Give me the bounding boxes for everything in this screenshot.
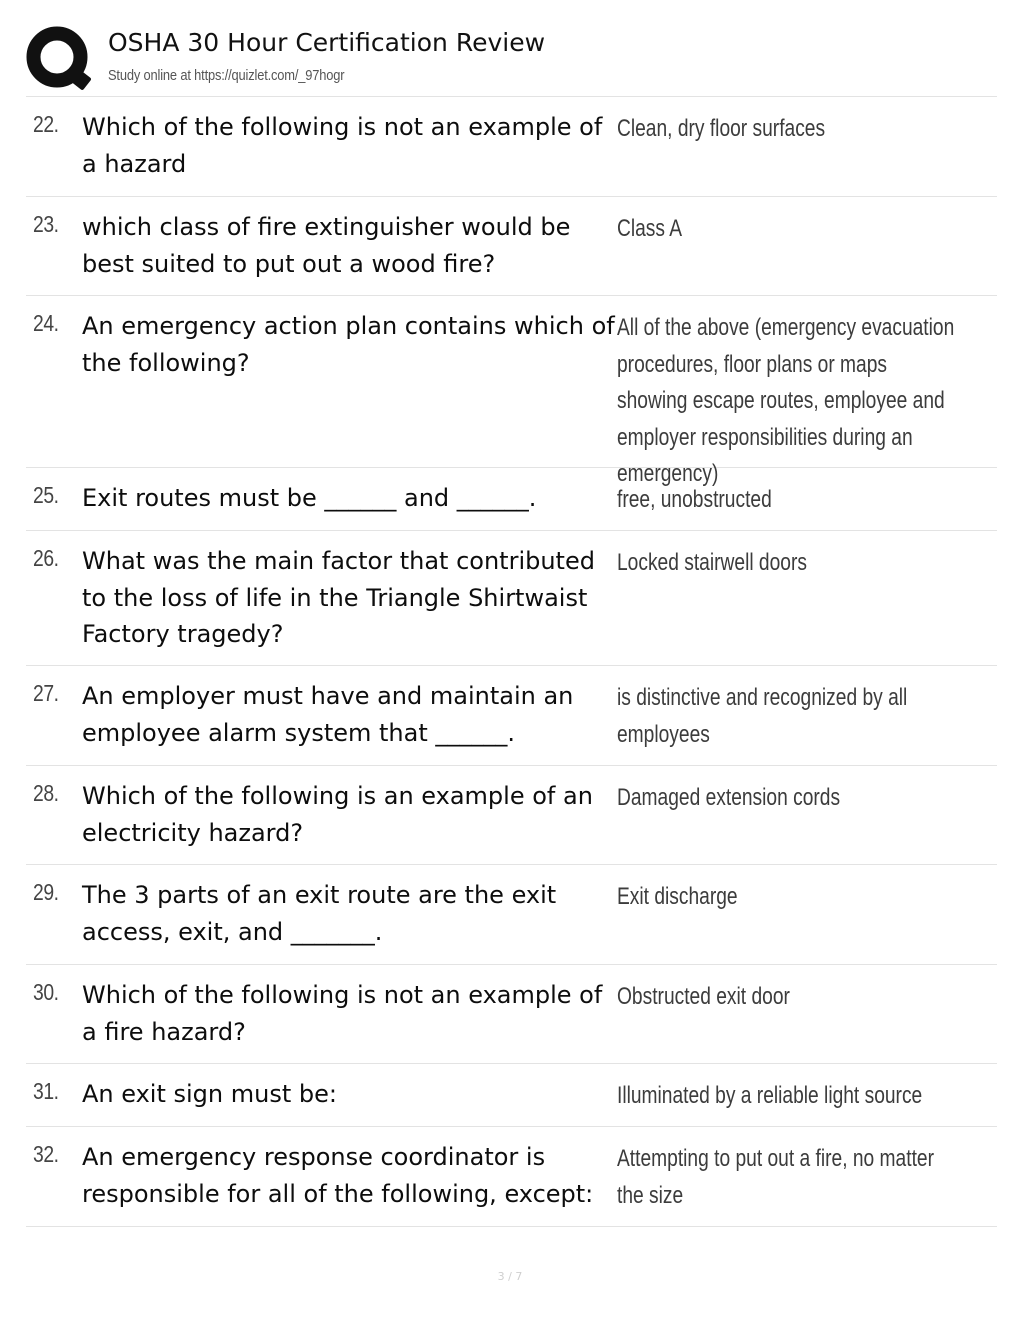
card-number: 26. xyxy=(33,545,59,571)
card-answer: Illuminated by a reliable light source xyxy=(617,1082,923,1109)
card-answer: All of the above (emergency evacuation procedures, floor plans or maps showing escape routes, employee and employer responsibilities during an emergency) xyxy=(617,314,955,487)
flashcard-row xyxy=(26,1127,997,1227)
card-answer: Damaged extension cords xyxy=(617,784,841,811)
card-number: 32. xyxy=(33,1141,59,1167)
card-answer: Clean, dry floor surfaces xyxy=(617,115,826,142)
study-online-link[interactable]: Study online at https://quizlet.com/_97hogr xyxy=(108,67,345,84)
flashcard-row xyxy=(26,766,997,865)
card-number: 31. xyxy=(33,1078,59,1104)
card-answer: Locked stairwell doors xyxy=(617,549,807,576)
card-answer: Obstructed exit door xyxy=(617,983,790,1010)
flashcard-row xyxy=(26,197,997,296)
card-number: 28. xyxy=(33,780,59,806)
flashcard-row xyxy=(26,1064,997,1127)
card-question: which class of fire extinguisher would be best suited to put out a wood fire? xyxy=(82,213,571,278)
card-question: An emergency response coordinator is responsible for all of the following, except: xyxy=(82,1143,594,1208)
card-number: 27. xyxy=(33,680,59,706)
card-question: An exit sign must be: xyxy=(82,1080,337,1108)
flashcard-list xyxy=(26,96,997,1227)
card-number: 29. xyxy=(33,879,59,905)
flashcard-row xyxy=(26,296,997,487)
card-answer: Class A xyxy=(617,215,683,242)
flashcard-row xyxy=(26,965,997,1064)
card-answer: Attempting to put out a fire, no matter the size xyxy=(617,1145,934,1209)
card-number: 23. xyxy=(33,211,59,237)
card-number: 22. xyxy=(33,111,59,137)
card-question: Which of the following is an example of an electricity hazard? xyxy=(82,782,593,847)
card-question: Which of the following is not an example of a hazard xyxy=(82,113,603,178)
card-number: 24. xyxy=(33,310,59,336)
flashcard-row xyxy=(26,468,997,531)
card-question: An emergency action plan contains which of the following? xyxy=(82,312,615,377)
card-question: Which of the following is not an example of a fire hazard? xyxy=(82,981,603,1046)
card-answer: Exit discharge xyxy=(617,883,738,910)
card-number: 30. xyxy=(33,979,59,1005)
card-question: The 3 parts of an exit route are the exit access, exit, and _______. xyxy=(82,881,557,946)
card-answer: is distinctive and recognized by all employees xyxy=(617,684,908,748)
flashcard-row xyxy=(26,666,997,766)
flashcard-row xyxy=(26,97,997,197)
quizlet-logo-icon xyxy=(26,26,92,92)
card-question: Exit routes must be ______ and ______. xyxy=(82,484,537,512)
card-question: What was the main factor that contributed to the loss of life in the Triangle Shirtwaist Factory tragedy? xyxy=(82,547,595,648)
flashcard-row xyxy=(26,865,997,965)
page-number: 3 / 7 xyxy=(497,1270,523,1283)
card-number: 25. xyxy=(33,482,59,508)
flashcard-row xyxy=(26,531,997,666)
card-question: An employer must have and maintain an employee alarm system that ______. xyxy=(82,682,574,747)
card-answer: free, unobstructed xyxy=(617,486,772,513)
document-title: OSHA 30 Hour Certification Review xyxy=(108,28,546,57)
